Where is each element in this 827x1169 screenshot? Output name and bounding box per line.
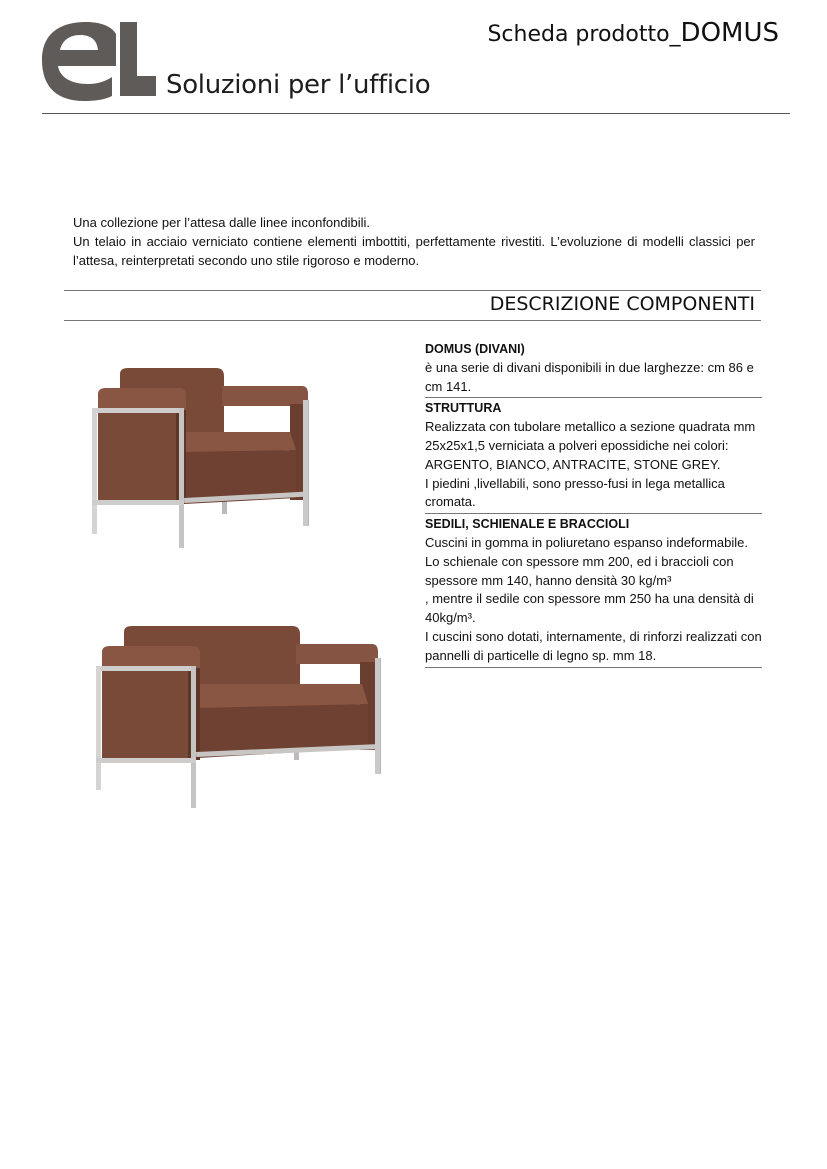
spec-body: Realizzata con tubolare metallico a sezione quadrata mm 25x25x1,5 verniciata a polveri epossidiche nei colori: ARGENTO, BIANCO, ANTRACITE, STONE GREY. I piedini ,livellabili, sono presso-fusi in lega metallica cromata.	[425, 419, 756, 510]
intro-text	[73, 213, 755, 270]
spec-sedili-schienale-braccioli	[425, 515, 762, 667]
el-logo-icon	[36, 18, 158, 102]
section-divider-bottom	[64, 320, 761, 321]
sheet-title-prefix: Scheda prodotto_	[487, 22, 681, 47]
spec-title: STRUTTURA	[425, 401, 502, 416]
section-divider-top	[64, 290, 761, 291]
product-name: DOMUS	[680, 18, 779, 48]
sofa-illustration	[88, 618, 390, 814]
spec-struttura	[425, 399, 762, 514]
header-divider	[42, 113, 790, 114]
intro-line-2: Un telaio in acciaio verniciato contiene elementi imbottiti, perfettamente rivestiti. L’evoluzione di modelli classici per l’attesa, reinterpretati secondo uno stile rigoroso e moderno.	[73, 234, 755, 268]
sheet-title	[487, 18, 779, 48]
intro-line-1: Una collezione per l’attesa dalle linee inconfondibili.	[73, 215, 371, 230]
spec-title: SEDILI, SCHIENALE E BRACCIOLI	[425, 517, 630, 532]
company-tagline: Soluzioni per l’ufficio	[166, 70, 431, 100]
spec-body: è una serie di divani disponibili in due larghezze: cm 86 e cm 141.	[425, 359, 754, 394]
spec-title: DOMUS (DIVANI)	[425, 342, 525, 356]
component-specs	[425, 340, 762, 669]
section-heading: DESCRIZIONE COMPONENTI	[489, 293, 755, 315]
spec-body: Cuscini in gomma in poliuretano espanso indeformabile. Lo schienale con spessore mm 200, ed i braccioli con spessore mm 140, hanno densità 30 kg/m³ , mentre il sedile con spessore mm 250 ha una densità di 40kg/m³. I cuscini sono dotati, internamente, di rinforzi realizzati con pannelli di particelle di legno sp. mm 18.	[425, 534, 762, 663]
spec-domus-divani	[425, 340, 762, 398]
armchair-illustration	[84, 360, 320, 556]
